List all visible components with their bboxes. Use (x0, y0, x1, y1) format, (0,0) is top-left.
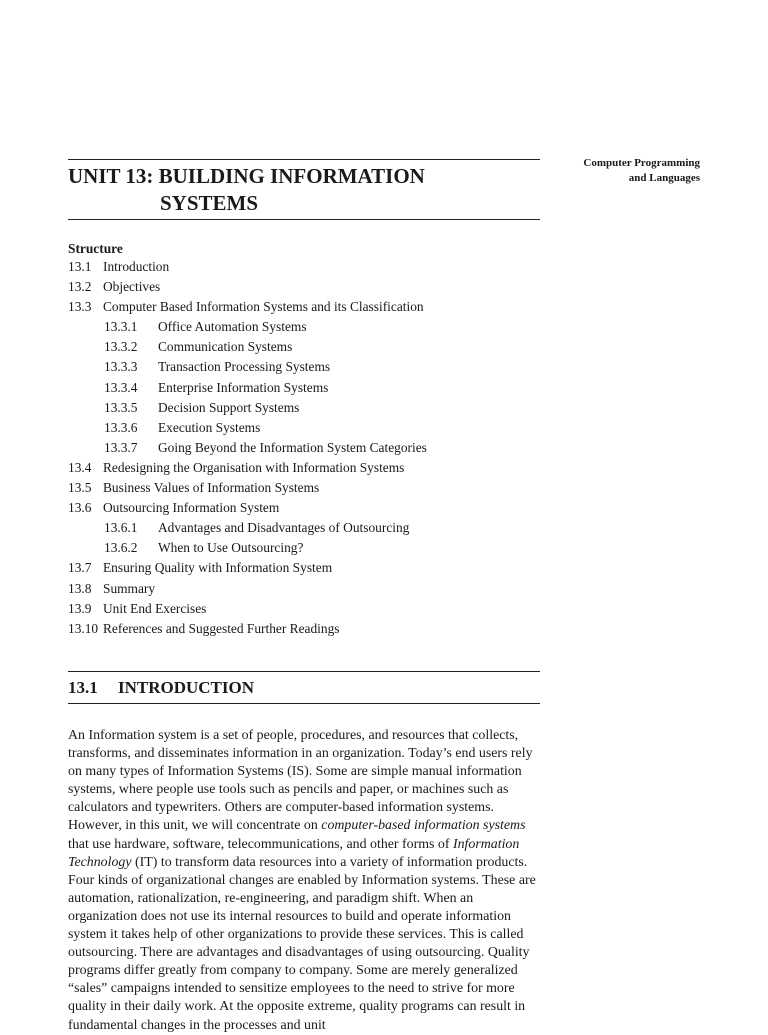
structure-section (68, 241, 540, 639)
toc-entry-label: Enterprise Information Systems (158, 379, 329, 395)
toc-entry-label: Decision Support Systems (158, 399, 300, 415)
paragraph-text-2: that use hardware, software, telecommunications, and other forms of (68, 836, 453, 852)
toc-entry-number: 13.4 (68, 459, 92, 475)
toc-entry-label: Introduction (103, 259, 170, 274)
introduction-paragraph (68, 727, 540, 1035)
paragraph-emphasis-2: Information Technology (68, 836, 520, 870)
toc-entry-label: Unit End Exercises (103, 600, 207, 616)
section-heading-block (68, 671, 540, 704)
toc-entry-number: 13.3.3 (104, 359, 138, 375)
toc-entry (68, 277, 540, 297)
toc-entry-label: When to Use Outsourcing? (158, 540, 304, 556)
structure-heading: Structure (68, 241, 123, 256)
table-of-contents (68, 257, 540, 639)
toc-entry (68, 458, 540, 478)
toc-entry-label: Redesigning the Organisation with Information Systems (103, 459, 405, 475)
unit-title-line-1: UNIT 13: BUILDING INFORMATION (68, 164, 425, 188)
toc-entry-number: 13.3.6 (104, 419, 138, 435)
toc-entry (68, 337, 540, 357)
toc-entry-number: 13.3 (68, 299, 92, 315)
unit-title-block (68, 159, 540, 220)
section-title-text: INTRODUCTION (118, 678, 255, 697)
toc-entry (68, 317, 540, 337)
toc-entry-label: Communication Systems (158, 339, 293, 355)
toc-entry-number: 13.3.4 (104, 379, 138, 395)
toc-entry-label: Computer Based Information Systems and its Classification (103, 299, 424, 315)
toc-entry-number: 13.8 (68, 580, 92, 596)
toc-entry (68, 538, 540, 558)
toc-entry (68, 478, 540, 498)
unit-title (68, 163, 540, 217)
section-number: 13.1 (68, 678, 98, 697)
toc-entry-number: 13.9 (68, 600, 92, 616)
toc-entry-number: 13.3.5 (104, 399, 138, 415)
toc-entry-number: 13.2 (68, 279, 92, 295)
toc-entry-number: 13.3.7 (104, 439, 138, 455)
unit-title-line-2: SYSTEMS (160, 191, 259, 215)
toc-entry (68, 398, 540, 418)
toc-entry-label: Summary (103, 580, 156, 596)
bottom-rule (68, 219, 540, 220)
toc-entry-label: References and Suggested Further Readings (103, 620, 340, 636)
toc-entry-number: 13.10 (68, 620, 99, 636)
running-header-line-1: Computer Programming (583, 157, 700, 169)
toc-entry-number: 13.7 (68, 560, 92, 576)
toc-entry (68, 297, 540, 317)
toc-entry-number: 13.3.1 (104, 319, 138, 335)
section-top-rule (68, 671, 540, 672)
toc-entry (68, 418, 540, 438)
toc-entry-label: Execution Systems (158, 419, 261, 435)
toc-entry-number: 13.6.1 (104, 520, 138, 536)
section-title (68, 675, 540, 701)
toc-entry-number: 13.3.2 (104, 339, 138, 355)
toc-entry-label: Objectives (103, 279, 161, 295)
toc-entry (68, 518, 540, 538)
toc-entry-number: 13.1 (68, 259, 92, 274)
toc-entry (68, 579, 540, 599)
toc-entry-number: 13.5 (68, 480, 92, 496)
toc-entry-label: Going Beyond the Information System Categories (158, 439, 427, 455)
paragraph-text-1: An Information system is a set of people, procedures, and resources that collects, transforms, and disseminates information in an organization. Today’s end users rely on many types of Information Systems (IS). Some are simple manual information systems, where people use tools such as pencils and paper, or machines such as calculators and typewriters. Others are computer-based information systems. However, in this unit, we will concentrate on (68, 728, 533, 834)
section-bottom-rule (68, 703, 540, 704)
toc-entry-label: Transaction Processing Systems (158, 359, 331, 375)
running-header-line-2: and Languages (628, 172, 700, 184)
toc-entry (68, 257, 540, 277)
toc-entry-label: Outsourcing Information System (103, 500, 280, 516)
toc-entry (68, 357, 540, 377)
toc-entry (68, 378, 540, 398)
toc-entry-label: Ensuring Quality with Information System (103, 560, 333, 576)
running-header (530, 156, 700, 186)
toc-entry-label: Advantages and Disadvantages of Outsourcing (158, 520, 410, 536)
toc-entry-label: Business Values of Information Systems (103, 480, 320, 496)
toc-entry (68, 599, 540, 619)
paragraph-emphasis-1: computer-based information systems (321, 818, 526, 834)
toc-entry (68, 619, 540, 639)
toc-entry (68, 498, 540, 518)
toc-entry-label: Office Automation Systems (158, 319, 307, 335)
toc-entry (68, 558, 540, 578)
toc-entry (68, 438, 540, 458)
toc-entry-number: 13.6.2 (104, 540, 138, 556)
toc-entry-number: 13.6 (68, 500, 92, 516)
paragraph-text-3: (IT) to transform data resources into a variety of information products. Four kinds of organizational changes are enabled by Information systems. These are automation, rationalization, re-engineering, and paradigm shift. When an organization does not use its internal resources to build and operate information system it takes help of other organizations to provide these services. This is called outsourcing. There are advantages and disadvantages of using outsourcing. Quality programs differ greatly from company to company. Some are merely generalized “sales” campaigns intended to sensitize employees to the need to strive for more quality in their daily work. At the opposite extreme, quality programs can result in fundamental changes in the processes and unit (68, 854, 536, 1033)
top-rule (68, 159, 540, 160)
